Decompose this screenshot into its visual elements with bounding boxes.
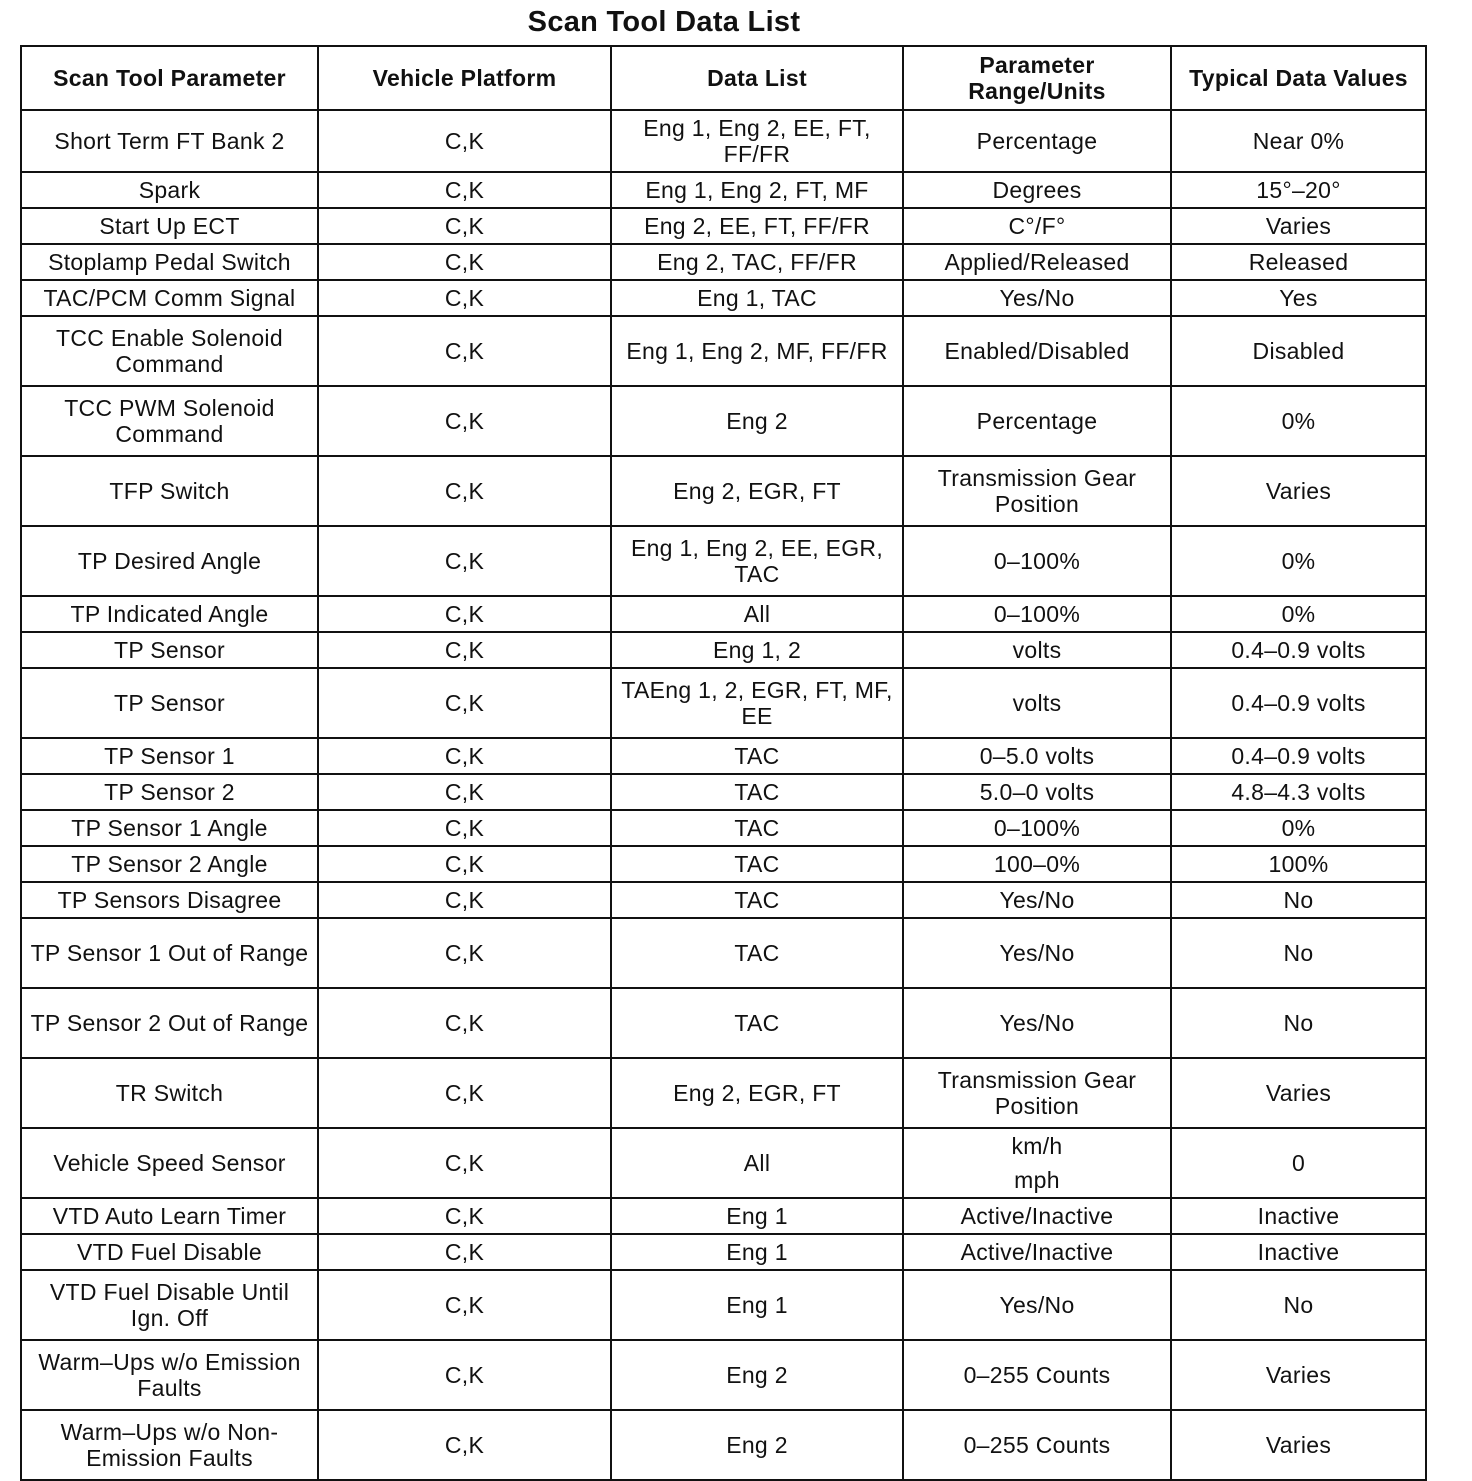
- table-row: [21, 1198, 1426, 1234]
- table-row: [21, 1270, 1426, 1340]
- cell-platform: C,K: [318, 738, 611, 774]
- cell-parameter: Short Term FT Bank 2: [21, 110, 318, 172]
- range-unit-kmh: km/h: [1011, 1133, 1063, 1159]
- cell-parameter: TP Sensor 2: [21, 774, 318, 810]
- cell-range: Transmission Gear Position: [903, 456, 1171, 526]
- table-row: [21, 386, 1426, 456]
- cell-data-list: TAEng 1, 2, EGR, FT, MF, EE: [611, 668, 903, 738]
- cell-parameter: Stoplamp Pedal Switch: [21, 244, 318, 280]
- cell-range: Yes/No: [903, 882, 1171, 918]
- column-header-range-units: Parameter Range/Units: [903, 46, 1171, 110]
- cell-typical: Varies: [1171, 1410, 1426, 1480]
- table-row: [21, 280, 1426, 316]
- cell-data-list: Eng 1, Eng 2, MF, FF/FR: [611, 316, 903, 386]
- cell-parameter: TP Sensor 1 Out of Range: [21, 918, 318, 988]
- cell-typical: 0%: [1171, 526, 1426, 596]
- cell-range: Yes/No: [903, 280, 1171, 316]
- column-header-data-list: Data List: [611, 46, 903, 110]
- cell-range: 0–100%: [903, 596, 1171, 632]
- cell-range: 0–100%: [903, 526, 1171, 596]
- cell-platform: C,K: [318, 632, 611, 668]
- cell-typical: No: [1171, 882, 1426, 918]
- table-row: [21, 632, 1426, 668]
- cell-typical: 4.8–4.3 volts: [1171, 774, 1426, 810]
- cell-typical: 0%: [1171, 386, 1426, 456]
- table-row: [21, 846, 1426, 882]
- cell-platform: C,K: [318, 882, 611, 918]
- table-row: [21, 918, 1426, 988]
- table-row: [21, 208, 1426, 244]
- cell-parameter: TP Sensors Disagree: [21, 882, 318, 918]
- cell-platform: C,K: [318, 918, 611, 988]
- cell-platform: C,K: [318, 774, 611, 810]
- cell-range: 100–0%: [903, 846, 1171, 882]
- cell-platform: C,K: [318, 1410, 611, 1480]
- cell-platform: C,K: [318, 1234, 611, 1270]
- cell-data-list: Eng 1, TAC: [611, 280, 903, 316]
- cell-parameter: TP Sensor 1: [21, 738, 318, 774]
- table-row: [21, 988, 1426, 1058]
- cell-platform: C,K: [318, 1198, 611, 1234]
- cell-data-list: All: [611, 1128, 903, 1198]
- cell-platform: C,K: [318, 280, 611, 316]
- cell-parameter: TP Desired Angle: [21, 526, 318, 596]
- cell-typical: Inactive: [1171, 1234, 1426, 1270]
- cell-platform: C,K: [318, 846, 611, 882]
- table-row: [21, 316, 1426, 386]
- cell-range: 5.0–0 volts: [903, 774, 1171, 810]
- cell-data-list: TAC: [611, 882, 903, 918]
- cell-data-list: Eng 1: [611, 1270, 903, 1340]
- cell-parameter: TP Sensor 2 Angle: [21, 846, 318, 882]
- cell-platform: C,K: [318, 596, 611, 632]
- table-row: [21, 1410, 1426, 1480]
- cell-parameter: Vehicle Speed Sensor: [21, 1128, 318, 1198]
- header-row: [21, 46, 1426, 110]
- cell-range: Active/Inactive: [903, 1198, 1171, 1234]
- cell-data-list: TAC: [611, 810, 903, 846]
- cell-range: Degrees: [903, 172, 1171, 208]
- cell-parameter: Warm–Ups w/o Emission Faults: [21, 1340, 318, 1410]
- cell-typical: Varies: [1171, 1058, 1426, 1128]
- cell-typical: 0.4–0.9 volts: [1171, 738, 1426, 774]
- cell-range: volts: [903, 632, 1171, 668]
- table-row: [21, 882, 1426, 918]
- table-row: [21, 810, 1426, 846]
- cell-data-list: TAC: [611, 918, 903, 988]
- column-header-platform: Vehicle Platform: [318, 46, 611, 110]
- table-row: [21, 1058, 1426, 1128]
- cell-range: Yes/No: [903, 988, 1171, 1058]
- cell-platform: C,K: [318, 244, 611, 280]
- cell-parameter: Start Up ECT: [21, 208, 318, 244]
- cell-platform: C,K: [318, 456, 611, 526]
- cell-platform: C,K: [318, 208, 611, 244]
- table-row: [21, 738, 1426, 774]
- cell-data-list: Eng 1, Eng 2, EE, FT, FF/FR: [611, 110, 903, 172]
- cell-range: Applied/Released: [903, 244, 1171, 280]
- cell-parameter: TCC PWM Solenoid Command: [21, 386, 318, 456]
- cell-data-list: Eng 1, 2: [611, 632, 903, 668]
- cell-range: 0–255 Counts: [903, 1340, 1171, 1410]
- cell-platform: C,K: [318, 988, 611, 1058]
- cell-typical: No: [1171, 988, 1426, 1058]
- cell-parameter: VTD Auto Learn Timer: [21, 1198, 318, 1234]
- cell-data-list: Eng 2, EGR, FT: [611, 1058, 903, 1128]
- cell-parameter: TP Sensor: [21, 668, 318, 738]
- cell-platform: C,K: [318, 1058, 611, 1128]
- cell-parameter: Spark: [21, 172, 318, 208]
- table-row: [21, 1128, 1426, 1198]
- column-header-parameter: Scan Tool Parameter: [21, 46, 318, 110]
- cell-data-list: Eng 1: [611, 1234, 903, 1270]
- cell-typical: Varies: [1171, 208, 1426, 244]
- cell-range: Yes/No: [903, 918, 1171, 988]
- cell-data-list: Eng 1, Eng 2, FT, MF: [611, 172, 903, 208]
- cell-range: Transmission Gear Position: [903, 1058, 1171, 1128]
- cell-data-list: Eng 2, EGR, FT: [611, 456, 903, 526]
- cell-data-list: TAC: [611, 738, 903, 774]
- cell-parameter: VTD Fuel Disable Until Ign. Off: [21, 1270, 318, 1340]
- cell-typical: 0%: [1171, 810, 1426, 846]
- cell-range: 0–5.0 volts: [903, 738, 1171, 774]
- table-row: [21, 668, 1426, 738]
- cell-typical: No: [1171, 918, 1426, 988]
- cell-parameter: TCC Enable Solenoid Command: [21, 316, 318, 386]
- cell-platform: C,K: [318, 316, 611, 386]
- cell-range: [903, 1128, 1171, 1198]
- cell-typical: 0.4–0.9 volts: [1171, 668, 1426, 738]
- cell-parameter: TP Sensor 2 Out of Range: [21, 988, 318, 1058]
- cell-parameter: TP Sensor: [21, 632, 318, 668]
- cell-platform: C,K: [318, 526, 611, 596]
- table-row: [21, 244, 1426, 280]
- cell-typical: Varies: [1171, 1340, 1426, 1410]
- cell-platform: C,K: [318, 1270, 611, 1340]
- cell-platform: C,K: [318, 386, 611, 456]
- table-row: [21, 1340, 1426, 1410]
- cell-platform: C,K: [318, 668, 611, 738]
- cell-data-list: Eng 2, TAC, FF/FR: [611, 244, 903, 280]
- cell-range: Enabled/Disabled: [903, 316, 1171, 386]
- cell-typical: Disabled: [1171, 316, 1426, 386]
- cell-data-list: Eng 2: [611, 386, 903, 456]
- cell-data-list: Eng 2, EE, FT, FF/FR: [611, 208, 903, 244]
- cell-data-list: Eng 1: [611, 1198, 903, 1234]
- cell-range: Percentage: [903, 386, 1171, 456]
- cell-data-list: TAC: [611, 846, 903, 882]
- cell-range: C°/F°: [903, 208, 1171, 244]
- cell-typical: No: [1171, 1270, 1426, 1340]
- cell-range: Percentage: [903, 110, 1171, 172]
- range-unit-mph: mph: [1014, 1167, 1060, 1193]
- cell-parameter: TAC/PCM Comm Signal: [21, 280, 318, 316]
- cell-parameter: VTD Fuel Disable: [21, 1234, 318, 1270]
- cell-range: 0–255 Counts: [903, 1410, 1171, 1480]
- table-row: [21, 526, 1426, 596]
- cell-parameter: Warm–Ups w/o Non-Emission Faults: [21, 1410, 318, 1480]
- column-header-typical-values: Typical Data Values: [1171, 46, 1426, 110]
- cell-data-list: Eng 2: [611, 1410, 903, 1480]
- cell-platform: C,K: [318, 172, 611, 208]
- cell-range: volts: [903, 668, 1171, 738]
- cell-data-list: TAC: [611, 774, 903, 810]
- table-row: [21, 172, 1426, 208]
- table-row: [21, 1234, 1426, 1270]
- cell-range: Active/Inactive: [903, 1234, 1171, 1270]
- table-row: [21, 456, 1426, 526]
- cell-typical: Released: [1171, 244, 1426, 280]
- cell-range: Yes/No: [903, 1270, 1171, 1340]
- cell-parameter: TP Indicated Angle: [21, 596, 318, 632]
- table-row: [21, 596, 1426, 632]
- page-title: Scan Tool Data List: [527, 6, 801, 38]
- cell-parameter: TFP Switch: [21, 456, 318, 526]
- cell-data-list: TAC: [611, 988, 903, 1058]
- cell-parameter: TP Sensor 1 Angle: [21, 810, 318, 846]
- cell-typical: Near 0%: [1171, 110, 1426, 172]
- cell-typical: Inactive: [1171, 1198, 1426, 1234]
- table-row: [21, 774, 1426, 810]
- cell-data-list: Eng 2: [611, 1340, 903, 1410]
- cell-platform: C,K: [318, 1128, 611, 1198]
- cell-range: 0–100%: [903, 810, 1171, 846]
- cell-parameter: TR Switch: [21, 1058, 318, 1128]
- cell-data-list: All: [611, 596, 903, 632]
- cell-typical: Yes: [1171, 280, 1426, 316]
- cell-typical: 15°–20°: [1171, 172, 1426, 208]
- table-row: [21, 110, 1426, 172]
- cell-typical: Varies: [1171, 456, 1426, 526]
- scan-tool-data-table: [20, 45, 1427, 1481]
- cell-platform: C,K: [318, 810, 611, 846]
- cell-typical: 0: [1171, 1128, 1426, 1198]
- cell-typical: 100%: [1171, 846, 1426, 882]
- cell-typical: 0.4–0.9 volts: [1171, 632, 1426, 668]
- cell-platform: C,K: [318, 110, 611, 172]
- cell-typical: 0%: [1171, 596, 1426, 632]
- cell-data-list: Eng 1, Eng 2, EE, EGR, TAC: [611, 526, 903, 596]
- cell-platform: C,K: [318, 1340, 611, 1410]
